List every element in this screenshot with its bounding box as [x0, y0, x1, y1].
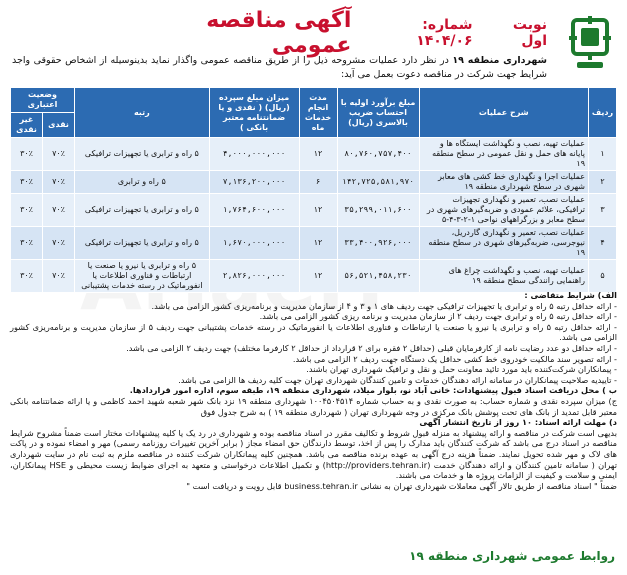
cell-description: عملیات اجرا و نگهداری خط کشی های معابر شهری در سطح شهرداری منطقه ۱۹: [419, 171, 589, 194]
cell-grade: ۵ راه و ترابری یا تجهیزات ترافیکی: [75, 227, 210, 260]
cell-cash: ۷۰٪: [43, 260, 75, 293]
cell-deposit: ۱,۷۶۴,۶۰۰,۰۰۰: [209, 194, 299, 227]
cell-duration: ۱۲: [299, 194, 337, 227]
cell-cash: ۷۰٪: [43, 171, 75, 194]
cell-grade: ۵ راه و ترابری یا تجهیزات ترافیکی: [75, 138, 210, 171]
condition-line: - ارائه حداقل رتبه ۵ راه و ترابری یا نیرو یا صنعت یا ارتباطات و فناوری اطلاعات یا انفورماتیک در رسته خدمات پشتیبانی جهت ردیف ۵ از سازمان مدیریت و برنامه‌ریزی کشور الزامی می باشد.: [10, 321, 617, 343]
cell-cash: ۷۰٪: [43, 227, 75, 260]
organization-name: شهرداری منطقه ۱۹: [452, 55, 547, 66]
cell-estimate: ۵۶,۵۲۱,۴۵۸,۲۳۰: [337, 260, 419, 293]
col-credit: وضعیت اعتباری: [11, 88, 75, 113]
table-row: [11, 171, 617, 194]
cell-description: عملیات نصب، تعمیر و نگهداری گاردریل، نیوجرسی، ضربه‌گیرهای شهری در سطح منطقه ۱۹: [419, 227, 589, 260]
cell-noncash: ۳۰٪: [11, 138, 43, 171]
condition-line: - ارائه حداقل دو عدد رضایت نامه از کارفرمایان قبلی (حداقل ۲ فقره برای ۲ قرارداد از حداقل ۲ کارفرما مختلف) جهت ردیف ۲ الزامی می باشد.: [126, 342, 617, 353]
col-duration: مدت انجام خدمات ماه: [299, 88, 337, 138]
table-row: [11, 260, 617, 293]
col-grade: رتبه: [75, 88, 210, 138]
col-noncash: غیر نقدی: [11, 113, 43, 138]
cell-description: عملیات تهیه، نصب و نگهداشت چراغ های راهنمایی رانندگی سطح منطقه ۱۹: [419, 260, 589, 293]
documents-location: ب ) محل دریافت اسناد قبول پیشنهادات: خانی آباد نو، بلوار میلاد، شهرداری منطقه ۱۹، طبقه سوم، اداره امور قراردادها.: [129, 385, 617, 396]
col-estimate: مبلغ برآورد اولیه با احتساب ضریب بالاسری (ریال): [337, 88, 419, 138]
cell-deposit: ۷,۱۳۶,۲۰۰,۰۰۰: [209, 171, 299, 194]
cell-noncash: ۳۰٪: [11, 227, 43, 260]
cell-row-number: ۲: [589, 171, 617, 194]
condition-line: - ارائه تصویر سند مالکیت خودروی خط کشی حداقل یک دستگاه جهت ردیف ۲ الزامی می باشد.: [292, 353, 617, 364]
cell-cash: ۷۰٪: [43, 194, 75, 227]
intro-paragraph: [12, 54, 547, 82]
col-desc: شرح عملیات: [419, 88, 589, 138]
cell-noncash: ۳۰٪: [11, 194, 43, 227]
notice-number: شماره: ۱۴۰۴/۰۶: [416, 17, 473, 49]
condition-line: - تاییدیه صلاحیت پیمانکاران در سامانه ارائه دهندگان خدمات و تامین کنندگان شهرداری تهران جهت کلیه ردیف ها الزامی می باشد.: [178, 374, 617, 385]
cell-row-number: ۵: [589, 260, 617, 293]
cell-estimate: ۱۴۲,۷۲۵,۵۸۱,۹۷۰: [337, 171, 419, 194]
conditions-heading: الف) شرایط متقاضی :: [524, 290, 617, 300]
cell-noncash: ۳۰٪: [11, 171, 43, 194]
cell-estimate: ۳۳,۴۰۰,۹۲۶,۰۰۰: [337, 227, 419, 260]
cell-grade: ۵ راه و ترابری یا تجهیزات ترافیکی: [75, 194, 210, 227]
cell-description: عملیات تهیه، نصب و نگهداشت ایستگاه ها و پایانه های حمل و نقل عمومی در سطح منطقه ۱۹: [419, 138, 589, 171]
general-terms: بدیهی است شرکت در مناقصه و ارائه پیشنهاد به منزله قبول شروط و تکالیف مقرر در اسناد مناقصه بوده و شهرداری در رد یک یا کلیه پیشنهادات مختار است ضمناً مشروح شرایط مناقصه در اسناد درج می باشد که شرکت کنندگان باید مدارک را پس از اخذ، توسط دارندگان حق امضاء مجاز ( برابر آخرین تغییرات روزنامه رسمی) مهر و امضاء نموده و در پاکت های لاک و مهر شده تحویل نمایند. ضمناً هزینه درج آگهی به عهده برنده مناقصه می باشد. همچنین کلیه پیمانکاران شرکت کننده در مناقصه ملزم به ثبت نام در سایت شهرداری تهران ( سامانه تامین کنندگان و ارائه دهندگان خدمت (http://providers.tehran.ir) و تکمیل اطلاعات درخواستی و متعهد به اجرای ضوابط زیست محیطی و HSE پیمانکاران، ایمنی و سلامت و کیفیت از الزامات پروژه ها و خدمات می باشند.: [10, 427, 617, 481]
cell-cash: ۷۰٪: [43, 138, 75, 171]
page-title: آگهی مناقصه عمومی: [206, 8, 352, 58]
deadline-info: د) مهلت ارائه اسناد: ۱۰ روز از تاریخ انتشار آگهی: [419, 417, 617, 428]
cell-estimate: ۳۵,۲۹۹,۰۱۱,۶۰۰: [337, 194, 419, 227]
tender-table: [10, 87, 617, 293]
round-label: نوبت اول: [512, 17, 547, 49]
documents-portal: ضمناً " اسناد مناقصه از طریق تالار آگهی معاملات شهرداری تهران به نشانی business.tehran.ir قابل رویت و دریافت است ": [186, 480, 617, 491]
notice-header: [120, 8, 547, 58]
cell-duration: ۱۲: [299, 260, 337, 293]
municipality-logo-icon: [563, 12, 617, 72]
cell-deposit: ۲,۸۲۶,۰۰۰,۰۰۰: [209, 260, 299, 293]
table-row: [11, 138, 617, 171]
footer-signature: روابط عمومی شهرداری منطقه ۱۹: [409, 549, 615, 563]
col-cash: نقدی: [43, 113, 75, 138]
table-row: [11, 227, 617, 260]
cell-deposit: ۴,۰۰۰,۰۰۰,۰۰۰: [209, 138, 299, 171]
cell-duration: ۶: [299, 171, 337, 194]
cell-duration: ۱۲: [299, 227, 337, 260]
cell-duration: ۱۲: [299, 138, 337, 171]
cell-grade: ۵ راه و ترابری: [75, 171, 210, 194]
table-row: [11, 194, 617, 227]
cell-row-number: ۱: [589, 138, 617, 171]
col-deposit: میزان مبلغ سپرده (ریال) ( نقدی و یا ضمانتنامه معتبر بانکی ): [209, 88, 299, 138]
condition-line: - ارائه حداقل رتبه ۵ راه و ترابری جهت ردیف ۲ از سازمان مدیریت و برنامه ریزی کشور الزامی می باشد.: [259, 311, 617, 322]
conditions-section: [10, 290, 617, 491]
condition-line: - پیمانکاران شرکت‌کننده باید مورد تائید معاونت حمل و نقل و ترافیک شهرداری تهران باشند.: [306, 364, 617, 375]
cell-row-number: ۴: [589, 227, 617, 260]
intro-text: در نظر دارد عملیات مشروحه ذیل را از طریق مناقصه عمومی واگذار نماید بدینوسیله از اشخاص حقوقی واجد شرایط جهت شرکت در مناقصه دعوت بعمل می آید:: [12, 55, 547, 80]
cell-deposit: ۱,۶۷۰,۰۰۰,۰۰۰: [209, 227, 299, 260]
cell-row-number: ۳: [589, 194, 617, 227]
cell-estimate: ۸۰,۷۶۰,۷۵۷,۴۰۰: [337, 138, 419, 171]
cell-description: عملیات نصب، تعمیر و نگهداری تجهیزات ترافیکی، علائم عمودی و ضربه‌گیرهای شهری در سطح معابر و بزرگراههای نواحی ۱-۲-۳-۴-۵: [419, 194, 589, 227]
cell-grade: ۵ راه و ترابری یا نیرو یا صنعت یا ارتباطات و فناوری اطلاعات یا انفورماتیک در رسته خدمات پشتیبانی: [75, 260, 210, 293]
deposit-info: ج) میزان سپرده نقدی و شماره حساب: به صورت نقدی و به حساب شماره ۱۰۰۴۵۰۴۵۱۴ شهرداری منطقه ۱۹ نزد بانک شهر شعبه شهید احمد کاظمی و یا ارائه ضمانتنامه بانکی معتبر قابل تمدید از بانک های تحت پوشش بانک مرکزی در وجه شهرداری تهران ( شهرداری منطقه ۱۹ ) به شرح جدول فوق: [10, 395, 617, 417]
condition-line: - ارائه حداقل رتبه ۵ راه و ترابری یا تجهیزات ترافیکی جهت ردیف های ۱ و ۳ و ۴ از سازمان مدیریت و برنامه‌ریزی کشور الزامی می باشد.: [151, 300, 617, 311]
cell-noncash: ۳۰٪: [11, 260, 43, 293]
col-row: ردیف: [589, 88, 617, 138]
